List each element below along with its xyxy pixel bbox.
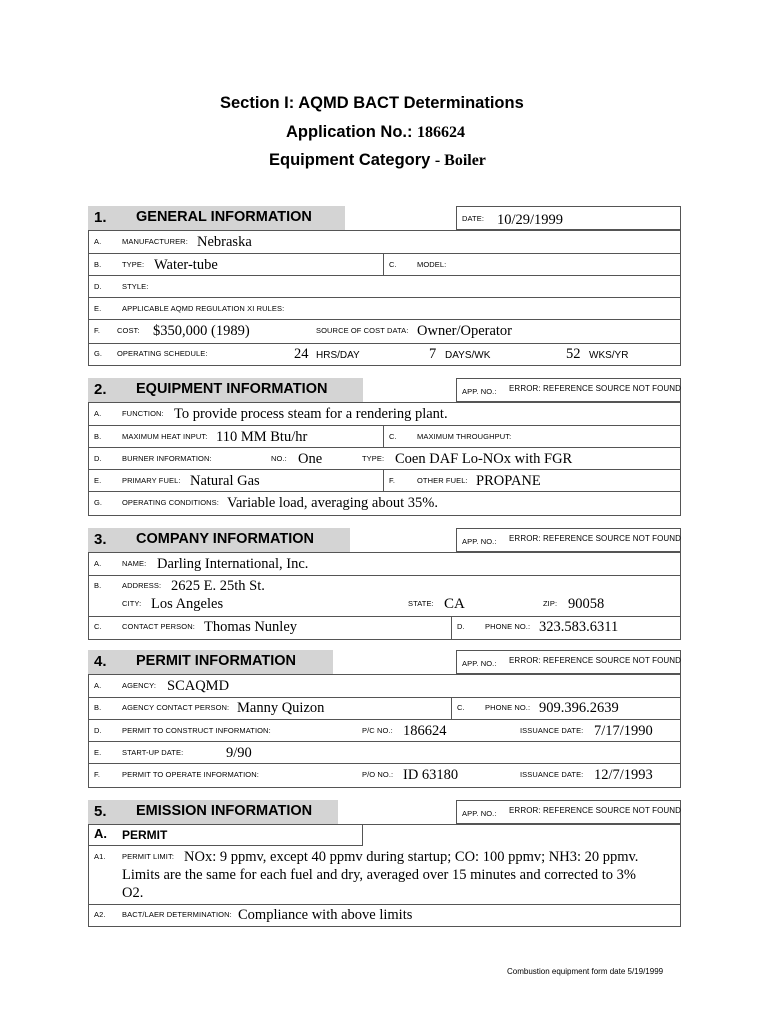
state-label: STATE:: [408, 599, 434, 608]
date-box: [456, 206, 681, 230]
hours-value: 24: [294, 346, 309, 362]
row-letter: F.: [94, 770, 101, 779]
permit-limit-line1: NOx: 9 ppmv, except 40 ppmv during startup; CO: 100 ppmv; NH3: 20 ppmv.: [184, 849, 639, 865]
days-label: DAYS/WK: [445, 350, 491, 361]
manufacturer-label: MANUFACTURER:: [122, 237, 188, 246]
burner-label: BURNER INFORMATION:: [122, 454, 212, 463]
burner-type-label: TYPE:: [362, 454, 385, 463]
address-label: ADDRESS:: [122, 581, 162, 590]
hours-label: HRS/DAY: [316, 350, 360, 361]
other-fuel-value: PROPANE: [476, 473, 541, 489]
cost-source-label: SOURCE OF COST DATA:: [316, 326, 409, 335]
section3-title: COMPANY INFORMATION: [136, 531, 315, 547]
section4-number: 4.: [94, 653, 107, 670]
po-issuance-value: 12/7/1993: [594, 767, 653, 783]
section3-number: 3.: [94, 531, 107, 548]
po-issuance-label: ISSUANCE DATE:: [520, 770, 584, 779]
conditions-label: OPERATING CONDITIONS:: [122, 498, 219, 507]
ptc-label: PERMIT TO CONSTRUCT INFORMATION:: [122, 726, 271, 735]
row-letter: C.: [457, 703, 465, 712]
row-letter: F.: [389, 476, 396, 485]
app-no-label: APP. NO.:: [462, 537, 497, 546]
agency-phone-label: PHONE NO.:: [485, 703, 531, 712]
pto-label: PERMIT TO OPERATE INFORMATION:: [122, 770, 259, 779]
manufacturer-value: Nebraska: [197, 234, 252, 250]
days-value: 7: [429, 346, 437, 362]
row-letter: B.: [94, 260, 102, 269]
burner-type-value: Coen DAF Lo-NOx with FGR: [395, 451, 573, 467]
heat-input-label: MAXIMUM HEAT INPUT:: [122, 432, 208, 441]
style-label: STYLE:: [122, 282, 149, 291]
function-value: To provide process steam for a rendering plant.: [174, 406, 448, 422]
row-letter: D.: [94, 454, 102, 463]
function-label: FUNCTION:: [122, 409, 164, 418]
row-letter: B.: [94, 432, 102, 441]
weeks-value: 52: [566, 346, 581, 362]
equipment-category-value: - Boiler: [434, 152, 486, 169]
row-letter: D.: [457, 622, 465, 631]
po-no-value: ID 63180: [403, 767, 459, 783]
pc-issuance-value: 7/17/1990: [594, 723, 653, 739]
phone-value: 323.583.6311: [539, 619, 619, 635]
section4-title: PERMIT INFORMATION: [136, 653, 297, 669]
section2-number: 2.: [94, 381, 107, 398]
heat-input-value: 110 MM Btu/hr: [216, 429, 308, 445]
contact-value: Thomas Nunley: [204, 619, 298, 635]
cost-value: $350,000 (1989): [153, 323, 250, 339]
date-label: DATE:: [462, 214, 485, 223]
row-letter: C.: [389, 432, 397, 441]
app-no-value: ERROR: REFERENCE SOURCE NOT FOUND: [509, 806, 682, 815]
row-letter: B.: [94, 581, 102, 590]
section-title: Section I: AQMD BACT Determinations: [220, 94, 524, 112]
permit-limit-line2: Limits are the same for each fuel and dry, averaged over 15 minutes and corrected to 3%: [122, 867, 636, 883]
agency-contact-label: AGENCY CONTACT PERSON:: [122, 703, 230, 712]
equipment-category-label: Equipment Category: [269, 151, 431, 169]
row-letter: A.: [94, 237, 102, 246]
row-letter: D.: [94, 726, 102, 735]
row-letter: F.: [94, 326, 101, 335]
city-value: Los Angeles: [151, 596, 224, 612]
startup-value: 9/90: [226, 745, 252, 761]
application-number: 186624: [416, 124, 465, 141]
pc-issuance-label: ISSUANCE DATE:: [520, 726, 584, 735]
app-no-value: ERROR: REFERENCE SOURCE NOT FOUND: [509, 384, 682, 393]
city-label: CITY:: [122, 599, 142, 608]
row-letter: E.: [94, 476, 102, 485]
throughput-label: MAXIMUM THROUGHPUT:: [417, 432, 512, 441]
agency-value: SCAQMD: [167, 678, 230, 694]
company-name-label: NAME:: [122, 559, 147, 568]
conditions-value: Variable load, averaging about 35%.: [227, 495, 438, 511]
date-value: 10/29/1999: [497, 212, 564, 228]
section1-body: [88, 230, 681, 366]
app-no-label: APP. NO.:: [462, 387, 497, 396]
bact-label: BACT/LAER DETERMINATION:: [122, 910, 232, 919]
contact-label: CONTACT PERSON:: [122, 622, 195, 631]
agency-label: AGENCY:: [122, 681, 157, 690]
app-no-label: APP. NO.:: [462, 809, 497, 818]
row-letter: B.: [94, 703, 102, 712]
startup-label: START-UP DATE:: [122, 748, 184, 757]
address-value: 2625 E. 25th St.: [171, 578, 265, 594]
row-letter: A.: [94, 559, 102, 568]
section2-title: EQUIPMENT INFORMATION: [136, 381, 328, 397]
pc-no-label: P/C NO.:: [362, 726, 393, 735]
section1-title: GENERAL INFORMATION: [136, 209, 312, 225]
row-letter: C.: [389, 260, 397, 269]
permit-subheader-number: A.: [94, 826, 107, 841]
weeks-label: WKS/YR: [589, 350, 629, 361]
footer-note: Combustion equipment form date 5/19/1999: [507, 967, 664, 976]
type-value: Water-tube: [154, 257, 218, 273]
application-line: [286, 123, 465, 142]
burner-no-label: NO.:: [271, 454, 287, 463]
row-letter: D.: [94, 282, 102, 291]
bact-value: Compliance with above limits: [238, 907, 413, 923]
agency-phone-value: 909.396.2639: [539, 700, 619, 716]
primary-fuel-value: Natural Gas: [190, 473, 260, 489]
cost-label: COST:: [117, 326, 140, 335]
row-letter: G.: [94, 498, 103, 507]
row-letter: G.: [94, 349, 103, 358]
permit-limit-label: PERMIT LIMIT:: [122, 852, 175, 861]
type-label: TYPE:: [122, 260, 145, 269]
zip-value: 90058: [568, 596, 605, 612]
other-fuel-label: OTHER FUEL:: [417, 476, 468, 485]
section1-number: 1.: [94, 209, 107, 226]
model-label: MODEL:: [417, 260, 447, 269]
equipment-category-line: [269, 151, 486, 170]
app-no-label: APP. NO.:: [462, 659, 497, 668]
row-letter: E.: [94, 304, 102, 313]
row-letter: A2.: [94, 910, 106, 919]
cost-source-value: Owner/Operator: [417, 323, 513, 339]
row-letter: A.: [94, 681, 102, 690]
burner-no-value: One: [298, 451, 323, 467]
row-letter: E.: [94, 748, 102, 757]
po-no-label: P/O NO.:: [362, 770, 394, 779]
agency-contact-value: Manny Quizon: [237, 700, 325, 716]
row-letter: C.: [94, 622, 102, 631]
schedule-label: OPERATING SCHEDULE:: [117, 349, 208, 358]
permit-limit-line3: O2.: [122, 885, 144, 901]
row-letter: A1.: [94, 852, 106, 861]
zip-label: ZIP:: [543, 599, 558, 608]
permit-subheader-title: PERMIT: [122, 828, 168, 842]
application-label: Application No.:: [286, 123, 413, 141]
company-name-value: Darling International, Inc.: [157, 556, 309, 572]
state-value: CA: [444, 596, 465, 612]
phone-label: PHONE NO.:: [485, 622, 531, 631]
section5-number: 5.: [94, 803, 107, 820]
app-no-value: ERROR: REFERENCE SOURCE NOT FOUND: [509, 656, 682, 665]
section5-title: EMISSION INFORMATION: [136, 803, 313, 819]
rules-label: APPLICABLE AQMD REGULATION XI RULES:: [122, 304, 285, 313]
row-letter: A.: [94, 409, 102, 418]
pc-no-value: 186624: [403, 723, 447, 739]
app-no-value: ERROR: REFERENCE SOURCE NOT FOUND: [509, 534, 682, 543]
primary-fuel-label: PRIMARY FUEL:: [122, 476, 181, 485]
